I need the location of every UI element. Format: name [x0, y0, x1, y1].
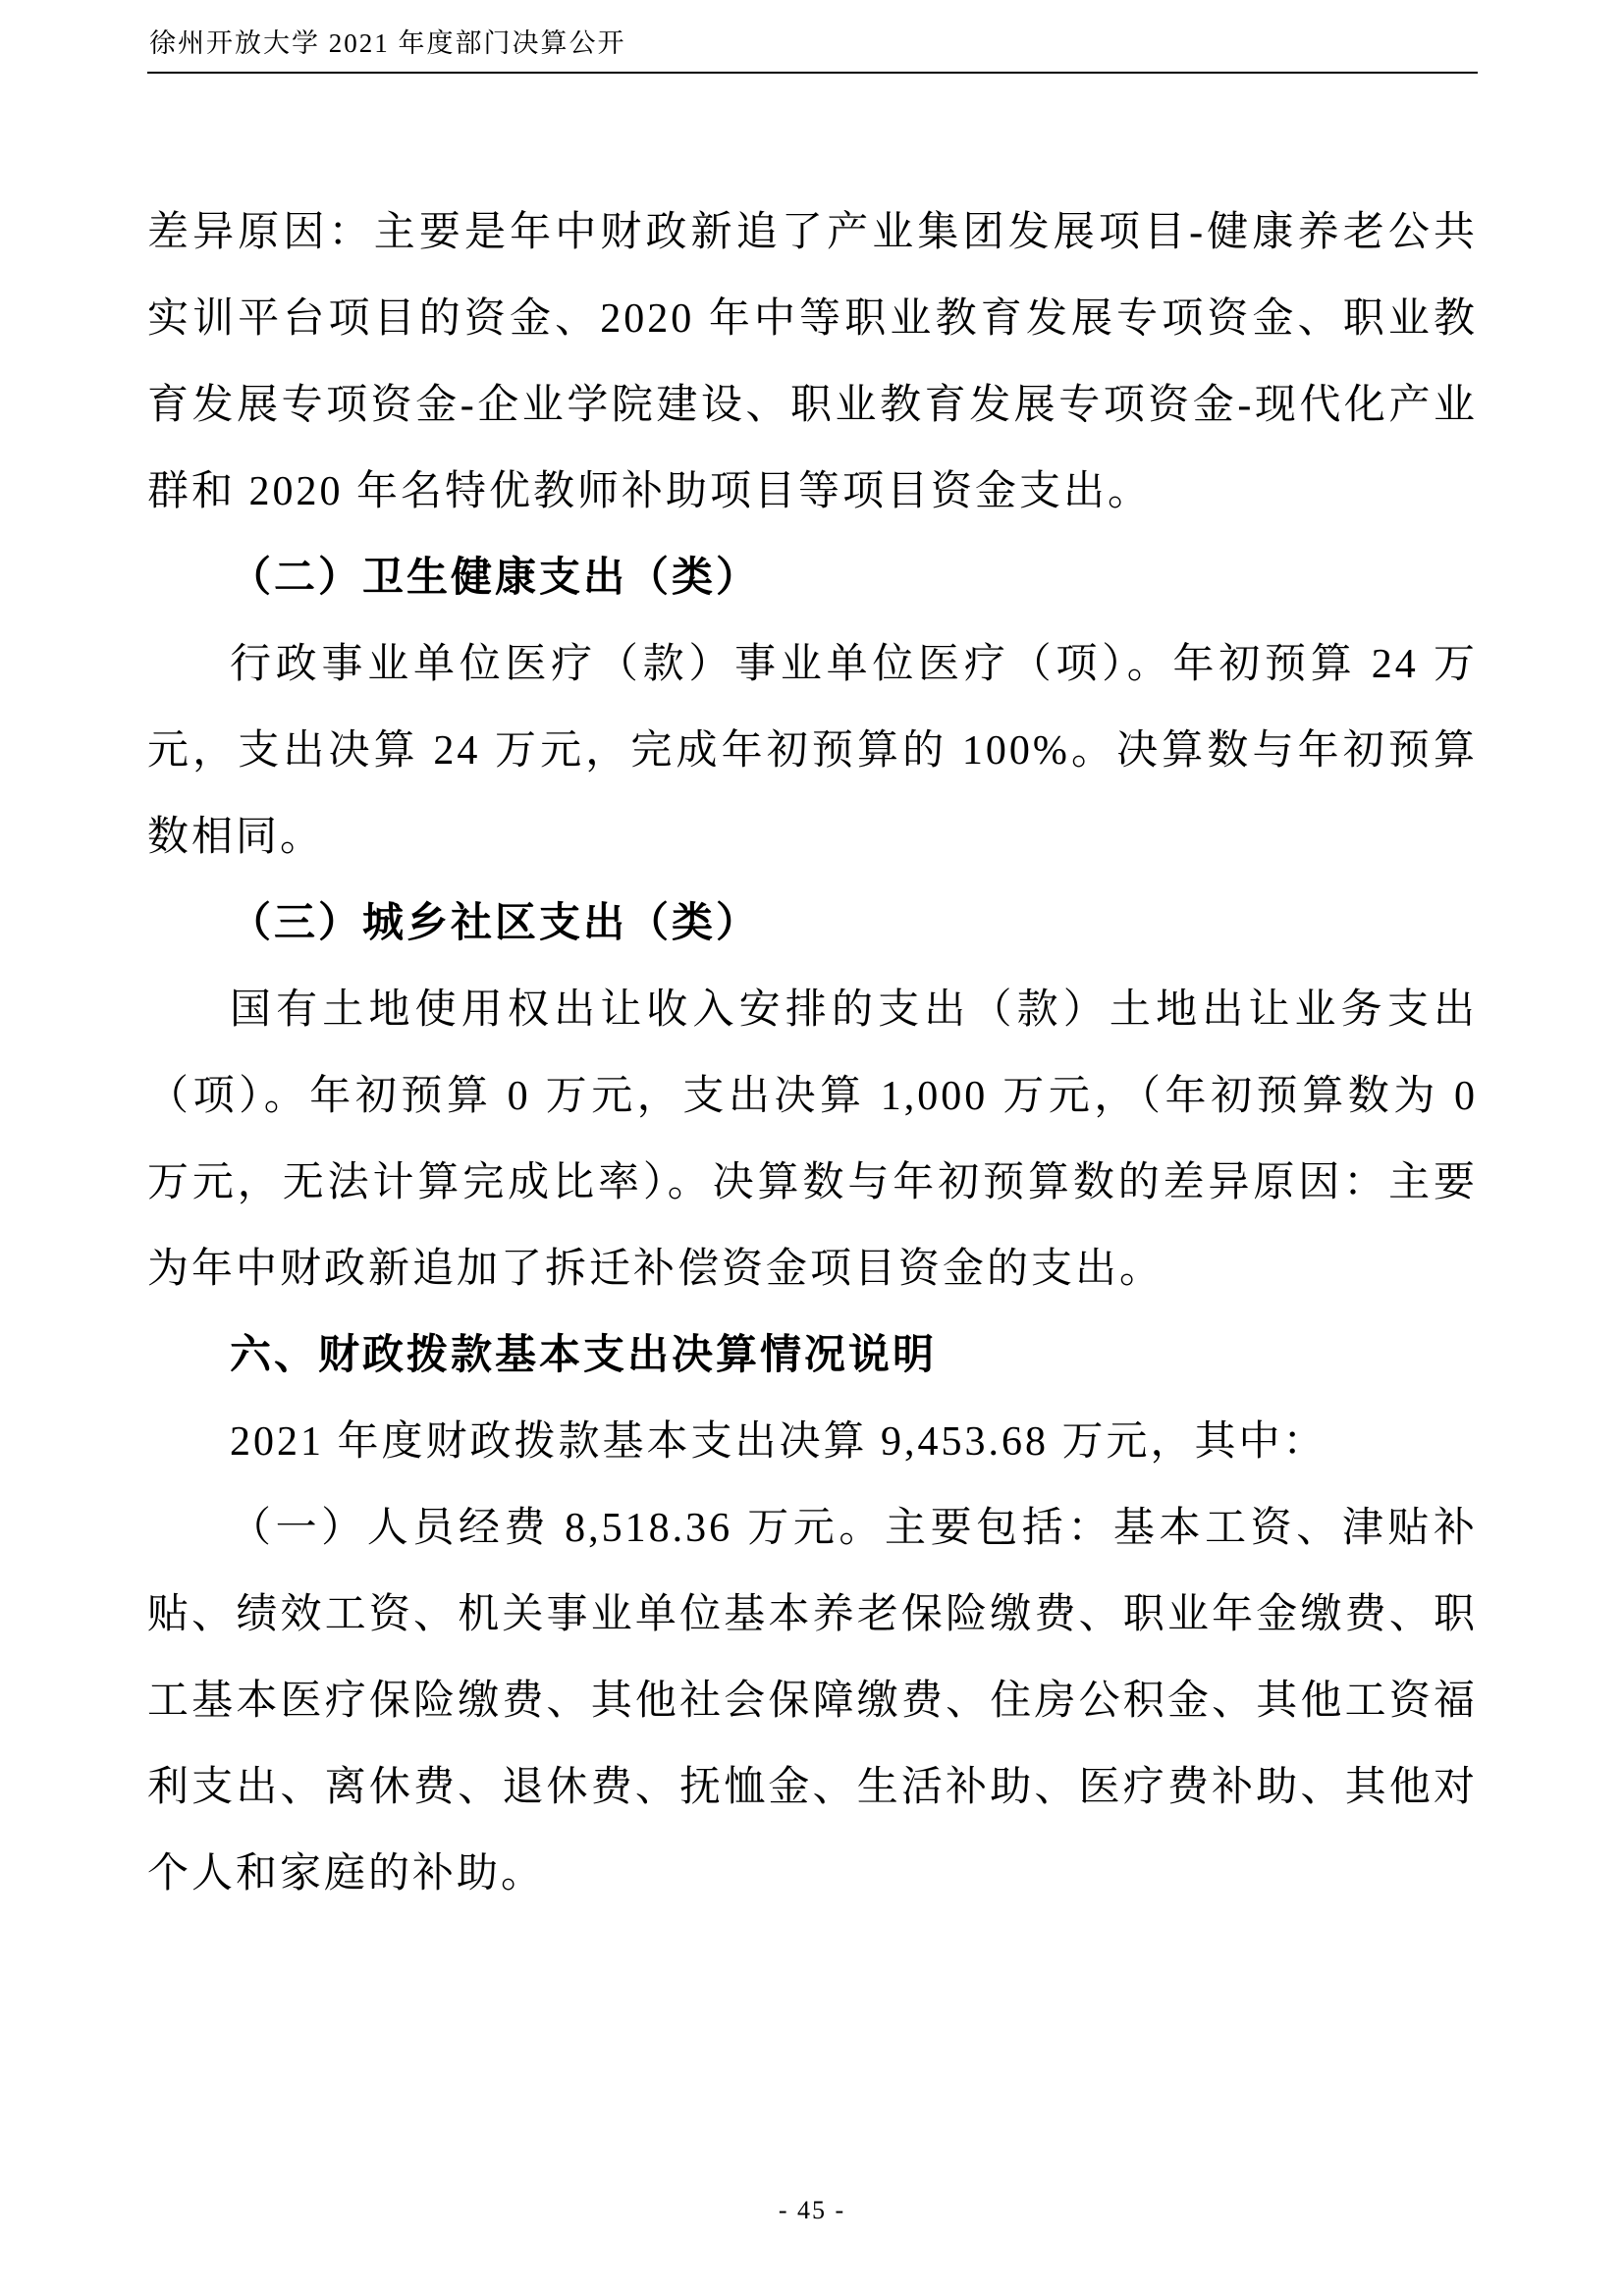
heading-section-2-health-expenditure: （二）卫生健康支出（类） [230, 556, 761, 601]
paragraph-difference-reason-carryover: 差异原因：主要是年中财政新追了产业集团发展项目-健康养老公共实训平台项目的资金、2020 年中等职业教育发展专项资金、职业教育发展专项资金-企业学院建设、职业教育发展专项资金-现代化产业群和 2020 年名特优教师补助项目等项目资金支出。 [147, 210, 1478, 514]
paragraph-personnel-expenses: （一）人员经费 8,518.36 万元。主要包括：基本工资、津贴补贴、绩效工资、机关事业单位基本养老保险缴费、职业年金缴费、职工基本医疗保险缴费、其他社会保障缴费、住房公积金、其他工资福利支出、离休费、退休费、抚恤金、生活补助、医疗费补助、其他对个人和家庭的补助。 [147, 1506, 1478, 1896]
paragraph-section-3-urban-rural-community-expenditure: 国有土地使用权出让收入安排的支出（款）土地出让业务支出（项）。年初预算 0 万元，支出决算 1,000 万元，（年初预算数为 0 万元，无法计算完成比率）。决算数与年初预算数的差异原因：主要为年中财政新追加了拆迁补偿资金项目资金的支出。 [147, 988, 1478, 1292]
paragraph-section-6-intro: 2021 年度财政拨款基本支出决算 9,453.68 万元，其中： [230, 1419, 1327, 1465]
paragraph-section-2-health-expenditure: 行政事业单位医疗（款）事业单位医疗（项）。年初预算 24 万元，支出决算 24 万元，完成年初预算的 100%。决算数与年初预算数相同。 [147, 642, 1478, 860]
document-body [147, 189, 1478, 1917]
heading-section-3-urban-rural-community-expenditure: （三）城乡社区支出（类） [230, 901, 761, 946]
page-number: - 45 - [778, 2196, 846, 2224]
document-header-title: 徐州开放大学 2021 年度部门决算公开 [147, 20, 1478, 74]
heading-section-6-basic-expenditure-statement: 六、财政拨款基本支出决算情况说明 [230, 1333, 938, 1378]
